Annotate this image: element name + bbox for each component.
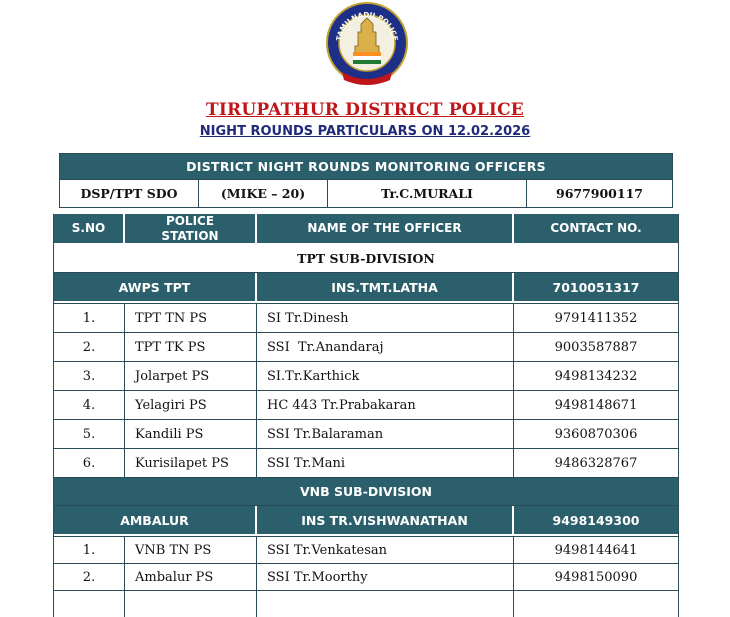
row-station: Jolarpet PS xyxy=(125,362,257,390)
table-row xyxy=(54,563,678,590)
row-officer: SI Tr.Dinesh xyxy=(257,304,514,332)
group-officer: INS TR.VISHWANATHAN xyxy=(257,506,514,536)
row-contact-empty xyxy=(514,591,678,617)
group-contact: 9498149300 xyxy=(514,506,678,536)
row-station: TPT TN PS xyxy=(125,304,257,332)
monitoring-call-sign: (MIKE – 20) xyxy=(199,180,328,207)
monitoring-row xyxy=(60,179,672,207)
row-sno-empty xyxy=(54,591,125,617)
night-rounds-table xyxy=(53,214,679,617)
row-sno: 1. xyxy=(54,537,125,563)
emblem-text: TAMILNADU POLICE xyxy=(335,10,399,42)
monitoring-officer: Tr.C.MURALI xyxy=(328,180,527,207)
table-row-partial xyxy=(54,590,678,617)
row-officer: SSI Tr.Mani xyxy=(257,449,514,477)
group-row-tpt xyxy=(54,272,678,303)
table-row xyxy=(54,419,678,448)
row-officer: SSI Tr.Venkatesan xyxy=(257,537,514,563)
tamilnadu-police-emblem xyxy=(324,2,410,88)
group-row-vnb xyxy=(54,505,678,536)
table-row xyxy=(54,303,678,332)
group-station: AMBALUR xyxy=(54,506,257,536)
row-station: TPT TK PS xyxy=(125,333,257,361)
row-contact: 9791411352 xyxy=(554,310,638,326)
row-contact: 9486328767 xyxy=(554,455,638,471)
row-station: Kandili PS xyxy=(125,420,257,448)
row-contact: 9498150090 xyxy=(554,569,638,585)
table-row xyxy=(54,536,678,563)
monitoring-officers-table xyxy=(59,153,673,208)
row-officer: SSI Tr.Balaraman xyxy=(257,420,514,448)
row-sno: 2. xyxy=(54,564,125,590)
row-officer: HC 443 Tr.Prabakaran xyxy=(257,391,514,419)
group-officer: INS.TMT.LATHA xyxy=(257,273,514,303)
division-heading-tpt: TPT SUB-DIVISION xyxy=(297,251,435,266)
row-sno: 4. xyxy=(54,391,125,419)
row-station: Yelagiri PS xyxy=(125,391,257,419)
header-officer: NAME OF THE OFFICER xyxy=(257,214,514,245)
group-station: AWPS TPT xyxy=(54,273,257,303)
row-station: Ambalur PS xyxy=(125,564,257,590)
header-station: POLICE STATION xyxy=(125,214,257,245)
row-contact: 9360870306 xyxy=(554,426,638,442)
page-subtitle: NIGHT ROUNDS PARTICULARS ON 12.02.2026 xyxy=(199,124,531,139)
row-officer: SSI Tr.Moorthy xyxy=(257,564,514,590)
row-contact: 9498144641 xyxy=(554,542,638,558)
table-header xyxy=(54,214,678,245)
header-contact: CONTACT NO. xyxy=(514,214,678,245)
group-contact: 7010051317 xyxy=(514,273,678,303)
row-officer-empty xyxy=(257,591,514,617)
header-sno: S.NO xyxy=(54,214,125,245)
division-heading-vnb: VNB SUB-DIVISION xyxy=(54,477,678,505)
row-sno: 5. xyxy=(54,420,125,448)
row-station: Kurisilapet PS xyxy=(125,449,257,477)
monitoring-contact: 9677900117 xyxy=(556,186,643,201)
row-officer: SSI Tr.Anandaraj xyxy=(257,333,514,361)
row-station: VNB TN PS xyxy=(125,537,257,563)
table-row xyxy=(54,332,678,361)
monitoring-designation: DSP/TPT SDO xyxy=(60,180,199,207)
table-row xyxy=(54,448,678,477)
row-contact: 9498134232 xyxy=(554,368,638,384)
row-sno: 2. xyxy=(54,333,125,361)
row-contact: 9003587887 xyxy=(554,339,638,355)
table-row xyxy=(54,361,678,390)
row-sno: 1. xyxy=(54,304,125,332)
table-row xyxy=(54,390,678,419)
row-station-empty xyxy=(125,591,257,617)
monitoring-heading: DISTRICT NIGHT ROUNDS MONITORING OFFICERS xyxy=(60,154,672,179)
row-contact: 9498148671 xyxy=(554,397,638,413)
row-sno: 6. xyxy=(54,449,125,477)
row-officer: SI.Tr.Karthick xyxy=(257,362,514,390)
row-sno: 3. xyxy=(54,362,125,390)
page-title: TIRUPATHUR DISTRICT POLICE xyxy=(206,100,524,120)
